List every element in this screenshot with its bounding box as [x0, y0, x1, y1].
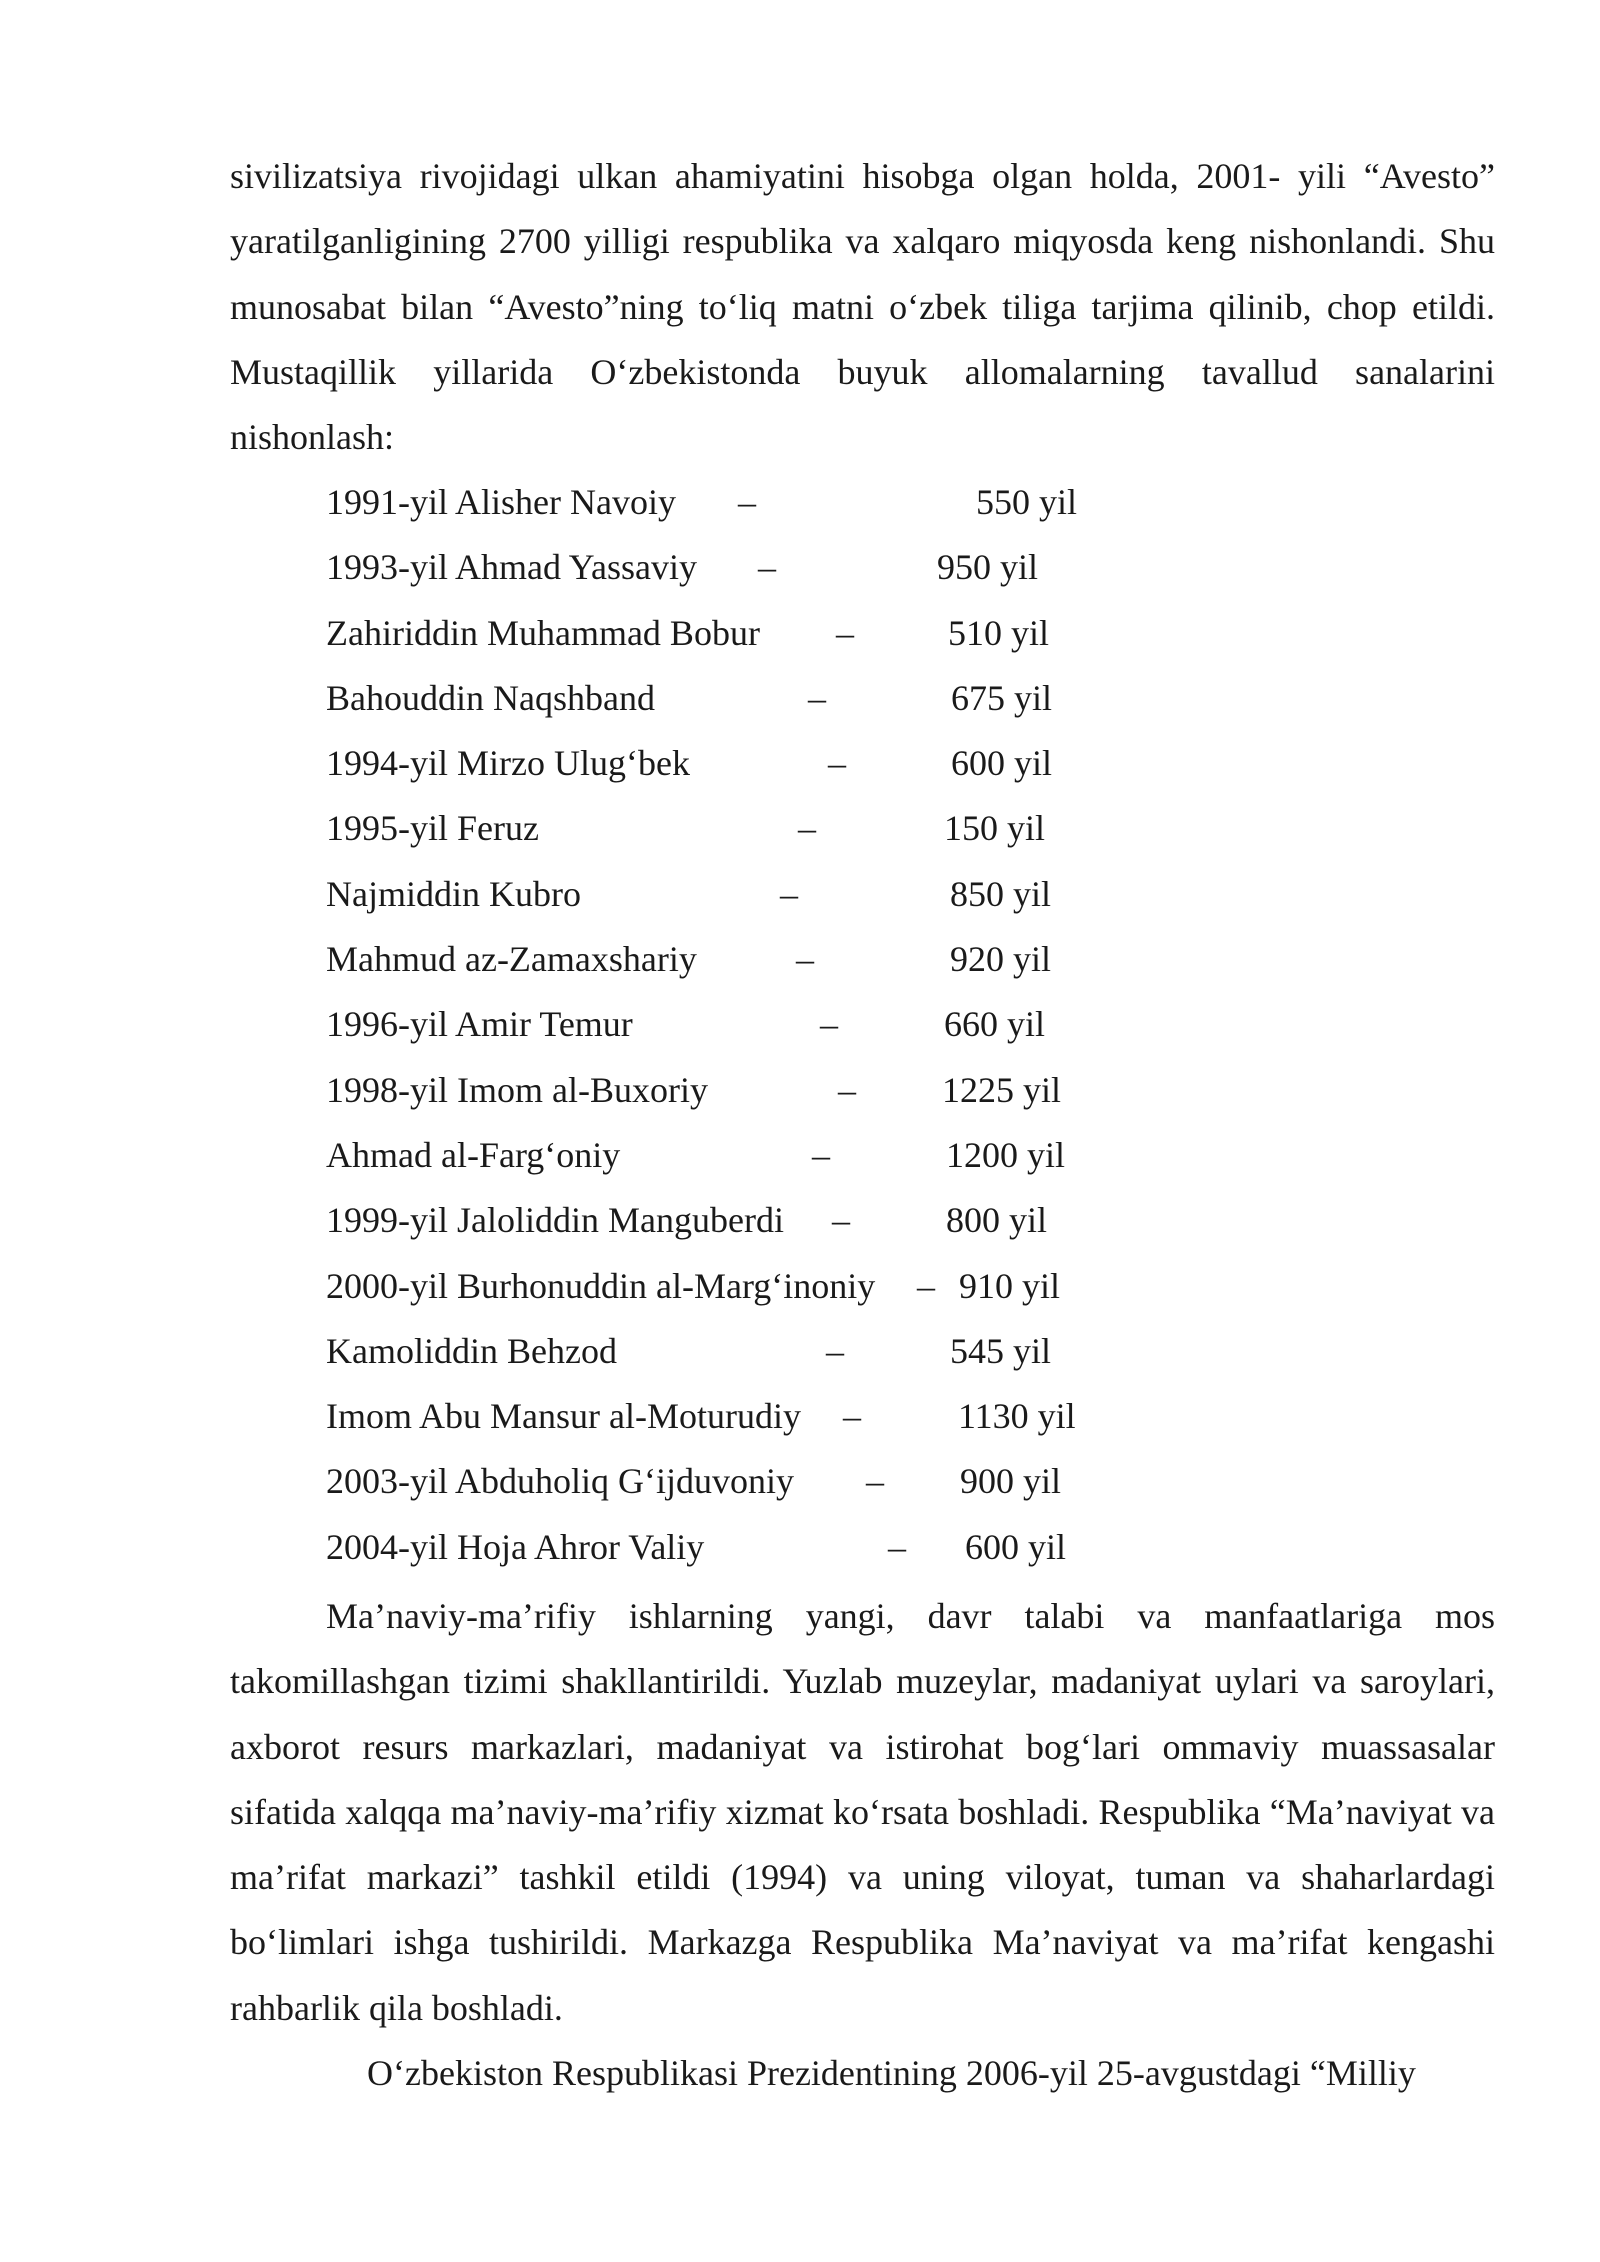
anniversary-name: Mahmud az-Zamaxshariy	[326, 939, 697, 980]
list-item	[0, 1515, 1600, 1580]
anniversary-dash: –	[758, 547, 776, 588]
anniversary-dash: –	[738, 482, 756, 522]
anniversary-dash: –	[812, 1134, 830, 1175]
anniversary-dash: –	[838, 1069, 856, 1110]
list-item	[0, 1449, 1600, 1514]
anniversary-name: Ahmad al-Farg‘oniy	[326, 1134, 621, 1175]
anniversary-dash: –	[796, 939, 814, 980]
list-item	[0, 1319, 1600, 1384]
anniversary-years: 1130 yil	[958, 1396, 1076, 1437]
anniversary-years: 600 yil	[951, 743, 1053, 784]
list-item	[0, 1254, 1600, 1319]
anniversary-dash: –	[866, 1461, 884, 1502]
list-item	[0, 1188, 1600, 1253]
anniversary-dash: –	[820, 1004, 838, 1045]
list-item	[0, 535, 1600, 600]
list-item	[0, 927, 1600, 992]
list-item	[0, 796, 1600, 861]
anniversary-years: 920 yil	[950, 939, 1052, 980]
anniversary-years: 510 yil	[948, 612, 1050, 653]
anniversary-name: 2003-yil Abduholiq G‘ijduvoniy	[326, 1461, 794, 1502]
anniversary-name: 2004-yil Hoja Ahror Valiy	[326, 1526, 705, 1567]
anniversary-years: 900 yil	[960, 1461, 1062, 1502]
intro-paragraph: sivilizatsiya rivojidagi ulkan ahamiyatini hisobga olgan holda, 2001- yili “Avesto” yaratilganligining 2700 yilligi respublika va xalqaro miqyosda keng nishonlandi. Shu munosabat bilan “Avesto”ning to‘liq matni o‘zbek tiliga tarjima qilinib, chop etildi. Mustaqillik yillarida O‘zbekistonda buyuk allomalarning tavallud sanalarini nishonlash:	[230, 156, 1495, 458]
anniversary-name: 1993-yil Ahmad Yassaviy	[326, 547, 698, 588]
list-item	[0, 1384, 1600, 1449]
anniversary-years: 150 yil	[944, 808, 1046, 849]
anniversary-name: 1994-yil Mirzo Ulug‘bek	[326, 743, 690, 784]
list-item	[0, 1058, 1600, 1123]
anniversary-dash: –	[843, 1396, 861, 1437]
anniversary-name: Najmiddin Kubro	[326, 873, 581, 914]
anniversary-name: 2000-yil Burhonuddin al-Marg‘inoniy	[326, 1265, 876, 1306]
anniversary-years: 660 yil	[944, 1004, 1046, 1045]
anniversary-years: 1200 yil	[946, 1134, 1066, 1175]
anniversary-years: 1225 yil	[942, 1069, 1062, 1110]
list-item	[0, 666, 1600, 731]
anniversary-years: 675 yil	[951, 677, 1053, 718]
list-item	[0, 1123, 1600, 1188]
anniversary-years: 600 yil	[965, 1526, 1067, 1567]
anniversary-dash: –	[836, 612, 854, 653]
list-item	[0, 862, 1600, 927]
list-item	[0, 992, 1600, 1057]
list-item	[0, 601, 1600, 666]
anniversary-name: 1999-yil Jaloliddin Manguberdi	[326, 1200, 784, 1241]
body-paragraph: Ma’naviy-ma’rifiy ishlarning yangi, davr talabi va manfaatlariga mos takomillashgan tizimi shakllantirildi. Yuzlab muzeylar, madaniyat uylari va saroylari, axborot resurs markazlari, madaniyat va istirohat bog‘lari ommaviy muassasalar sifatida xalqqa ma’naviy-ma’rifiy xizmat ko‘rsata boshladi. Respublika “Ma’naviyat va ma’rifat markazi” tashkil etildi (1994) va uning viloyat, tuman va shaharlardagi bo‘limlari ishga tushirildi. Markazga Respublika Ma’naviyat va ma’rifat kengashi rahbarlik qila boshladi.	[230, 1596, 1495, 2028]
list-item	[0, 470, 1600, 535]
anniversary-name: 1996-yil Amir Temur	[326, 1004, 633, 1045]
anniversary-dash: –	[917, 1265, 935, 1306]
list-item	[0, 731, 1600, 796]
anniversary-dash: –	[888, 1526, 906, 1567]
anniversary-list	[0, 470, 1600, 1580]
anniversary-years: 850 yil	[950, 873, 1052, 914]
anniversary-dash: –	[826, 1330, 844, 1371]
anniversary-dash: –	[828, 743, 846, 784]
anniversary-years: 950 yil	[937, 547, 1039, 588]
anniversary-name: Bahouddin Naqshband	[326, 677, 655, 718]
anniversary-dash: –	[832, 1200, 850, 1241]
body-paragraph-continuation: O‘zbekiston Respublikasi Prezidentining 2006-yil 25-avgustdagi “Milliy	[367, 2053, 1416, 2093]
anniversary-name: 1995-yil Feruz	[326, 808, 539, 849]
anniversary-dash: –	[798, 808, 816, 849]
anniversary-years: 550 yil	[976, 482, 1078, 522]
anniversary-name: 1991-yil Alisher Navoiy	[326, 482, 676, 522]
anniversary-years: 545 yil	[950, 1330, 1052, 1371]
anniversary-dash: –	[780, 873, 798, 914]
anniversary-years: 910 yil	[959, 1265, 1061, 1306]
anniversary-name: Kamoliddin Behzod	[326, 1330, 617, 1371]
anniversary-years: 800 yil	[946, 1200, 1048, 1241]
anniversary-name: 1998-yil Imom al-Buxoriy	[326, 1069, 708, 1110]
anniversary-name: Imom Abu Mansur al-Moturudiy	[326, 1396, 801, 1437]
anniversary-name: Zahiriddin Muhammad Bobur	[326, 612, 760, 653]
anniversary-dash: –	[808, 677, 826, 718]
